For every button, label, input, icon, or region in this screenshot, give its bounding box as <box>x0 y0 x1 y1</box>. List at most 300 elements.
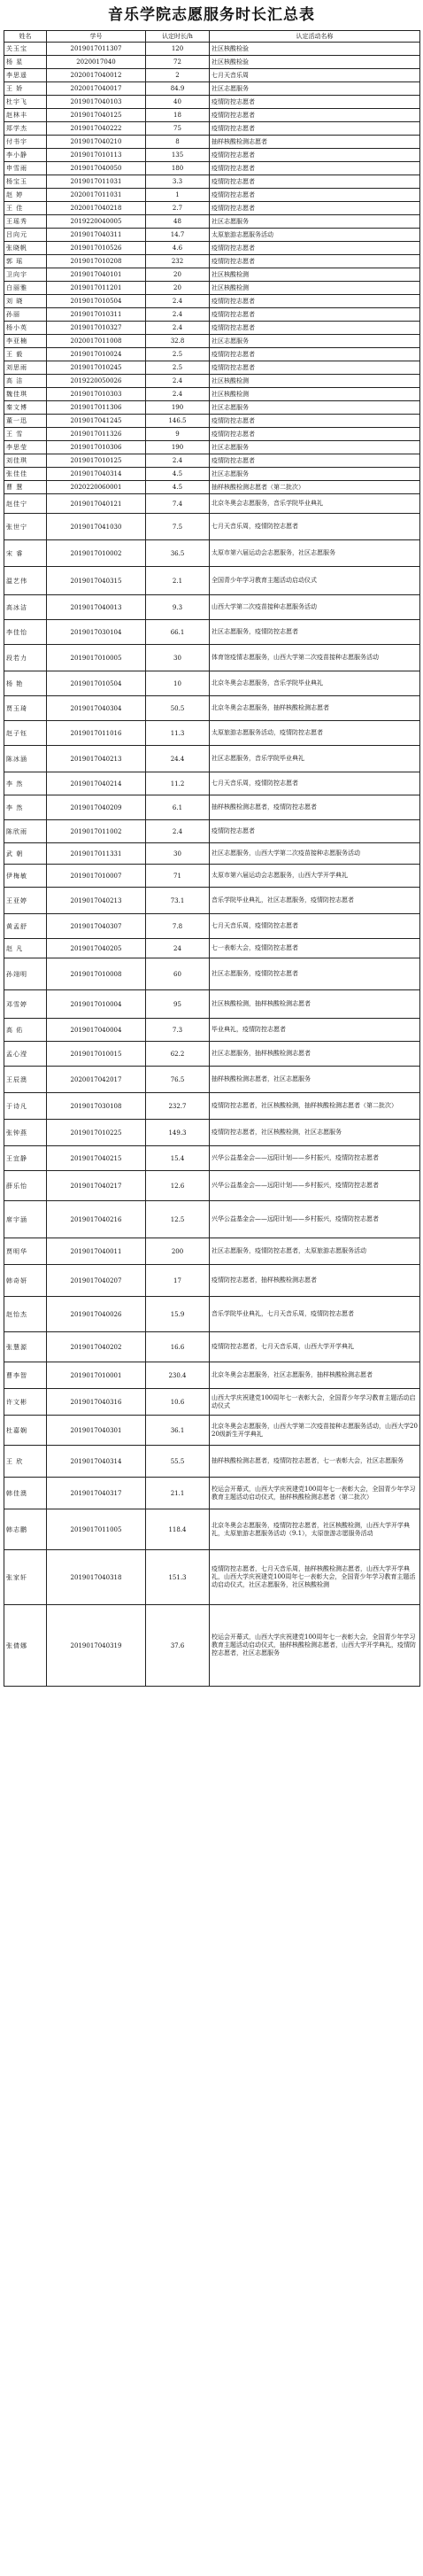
student-id-cell: 2019017040315 <box>47 567 146 595</box>
hours-cell: 37.6 <box>146 1605 210 1687</box>
activity-cell: 抽样核酸检测志愿者，疫情防控志愿者 <box>210 795 420 820</box>
student-id-cell: 2020220060001 <box>47 481 146 494</box>
table-row <box>4 843 420 865</box>
student-name-cell: 杨 艳 <box>4 671 47 696</box>
table-row <box>4 481 420 494</box>
table-row <box>4 1093 420 1120</box>
activity-cell: 音乐学院毕业典礼，社区志愿服务，疫情防控志愿者 <box>210 888 420 914</box>
table-row <box>4 1042 420 1067</box>
hours-cell: 48 <box>146 215 210 229</box>
student-name-cell: 曹 慧 <box>4 481 47 494</box>
student-id-cell: 2019017040307 <box>47 914 146 939</box>
student-id-cell: 2020017040 <box>47 56 146 69</box>
hours-cell: 7.8 <box>146 914 210 939</box>
hours-cell: 21.1 <box>146 1478 210 1509</box>
hours-cell: 12.6 <box>146 1171 210 1201</box>
table-row <box>4 1509 420 1550</box>
table-row <box>4 468 420 481</box>
table-row <box>4 1201 420 1238</box>
table-row <box>4 69 420 82</box>
table-row <box>4 1550 420 1605</box>
student-id-cell: 2019017040301 <box>47 1416 146 1446</box>
table-row <box>4 56 420 69</box>
table-row <box>4 308 420 322</box>
student-id-cell: 2019017040011 <box>47 1238 146 1265</box>
hours-cell: 40 <box>146 96 210 109</box>
student-name-cell: 赵 凡 <box>4 939 47 958</box>
student-name-cell: 张慧源 <box>4 1332 47 1362</box>
activity-cell: 疫情防控志愿者 <box>210 242 420 255</box>
activity-cell: 疫情防控志愿者 <box>210 149 420 162</box>
student-id-cell: 2019017010208 <box>47 255 146 268</box>
student-name-cell: 韩奇妍 <box>4 1265 47 1297</box>
hours-cell: 20 <box>146 268 210 282</box>
table-row <box>4 567 420 595</box>
table-row <box>4 990 420 1019</box>
hours-cell: 2.4 <box>146 322 210 335</box>
table-row <box>4 1171 420 1201</box>
hours-cell: 2.5 <box>146 348 210 361</box>
hours-cell: 7.4 <box>146 494 210 514</box>
activity-cell: 社区志愿服务 <box>210 215 420 229</box>
hours-cell: 24 <box>146 939 210 958</box>
table-row <box>4 1389 420 1416</box>
table-row <box>4 1067 420 1093</box>
activity-cell: 抽样核酸检测志愿者（第二批次） <box>210 481 420 494</box>
table-row <box>4 122 420 136</box>
table-row <box>4 162 420 175</box>
hours-cell: 4.5 <box>146 481 210 494</box>
table-row <box>4 820 420 843</box>
student-name-cell: 王辰澳 <box>4 1067 47 1093</box>
student-name-cell: 席宇涵 <box>4 1201 47 1238</box>
student-name-cell: 李 然 <box>4 795 47 820</box>
student-id-cell: 2019017010002 <box>47 540 146 567</box>
table-row <box>4 375 420 388</box>
student-name-cell: 杨小英 <box>4 322 47 335</box>
hours-cell: 7.3 <box>146 1019 210 1042</box>
student-name-cell: 张倩娜 <box>4 1605 47 1687</box>
student-name-cell: 宋 睿 <box>4 540 47 567</box>
student-name-cell: 卫向宇 <box>4 268 47 282</box>
activity-cell: 社区志愿服务 <box>210 441 420 454</box>
hours-cell: 36.5 <box>146 540 210 567</box>
activity-cell: 北京冬奥会志愿服务，社区志愿服务，抽样核酸检测志愿者 <box>210 1362 420 1389</box>
hours-cell: 30 <box>146 645 210 671</box>
activity-cell: 社区核酸检验 <box>210 43 420 56</box>
table-row <box>4 721 420 746</box>
hours-cell: 3.3 <box>146 175 210 189</box>
student-name-cell: 关玉宝 <box>4 43 47 56</box>
table-row <box>4 888 420 914</box>
student-name-cell: 王 毅 <box>4 348 47 361</box>
student-id-cell: 2019220040005 <box>47 215 146 229</box>
student-name-cell: 武 朝 <box>4 843 47 865</box>
student-name-cell: 温艺伟 <box>4 567 47 595</box>
table-row <box>4 242 420 255</box>
activity-cell: 兴华公益基金会——远阳计划——乡村振兴，疫情防控志愿者 <box>210 1146 420 1171</box>
activity-cell: 疫情防控志愿者，七月天音乐周，抽样核酸检测志愿者，山西大学开学典礼，山西大学庆祝建党100周年七一表彰大会，全国青少年学习教育主题活动启动仪式，社区志愿服务，社区核酸检测 <box>210 1550 420 1605</box>
student-id-cell: 2020017042017 <box>47 1067 146 1093</box>
activity-cell: 抽样核酸检测志愿者 <box>210 136 420 149</box>
hours-cell: 232.7 <box>146 1093 210 1120</box>
activity-cell: 音乐学院毕业典礼，七月天音乐周，疫情防控志愿者 <box>210 1297 420 1332</box>
student-name-cell: 王 欣 <box>4 1446 47 1478</box>
student-name-cell: 黄孟舒 <box>4 914 47 939</box>
student-name-cell: 李 然 <box>4 772 47 795</box>
student-id-cell: 2020017040017 <box>47 82 146 96</box>
activity-cell: 社区志愿服务，疫情防控志愿者，太原旅游志愿服务活动 <box>210 1238 420 1265</box>
student-name-cell: 韩佳澳 <box>4 1478 47 1509</box>
table-row <box>4 149 420 162</box>
student-id-cell: 2019017040215 <box>47 1146 146 1171</box>
table-row <box>4 1146 420 1171</box>
student-name-cell: 秦文博 <box>4 401 47 415</box>
hours-cell: 66.1 <box>146 620 210 645</box>
hours-cell: 151.3 <box>146 1550 210 1605</box>
activity-cell: 社区志愿服务，山西大学第二次疫苗接种志愿服务活动 <box>210 843 420 865</box>
hours-cell: 190 <box>146 401 210 415</box>
student-id-cell: 2019017010306 <box>47 441 146 454</box>
table-row <box>4 595 420 620</box>
activity-cell: 太原旅游志愿服务活动，疫情防控志愿者 <box>210 721 420 746</box>
student-name-cell: 杜宇飞 <box>4 96 47 109</box>
activity-cell: 社区志愿服务，音乐学院毕业典礼 <box>210 746 420 772</box>
student-name-cell: 孟心滢 <box>4 1042 47 1067</box>
activity-cell: 疫情防控志愿者 <box>210 348 420 361</box>
student-id-cell: 2019017010225 <box>47 1120 146 1146</box>
hours-cell: 2.4 <box>146 295 210 308</box>
hours-cell: 120 <box>146 43 210 56</box>
activity-cell: 全国青少年学习教育主题活动启动仪式 <box>210 567 420 595</box>
table-row <box>4 361 420 375</box>
table-row <box>4 1297 420 1332</box>
student-id-cell: 2019017040314 <box>47 468 146 481</box>
table-body <box>4 43 420 1687</box>
header-activity: 认定活动名称 <box>210 31 420 43</box>
table-row <box>4 268 420 282</box>
hours-cell: 6.1 <box>146 795 210 820</box>
student-id-cell: 2019017011307 <box>47 43 146 56</box>
student-name-cell: 魏佳琪 <box>4 388 47 401</box>
hours-cell: 18 <box>146 109 210 122</box>
activity-cell: 社区核酸检验 <box>210 56 420 69</box>
hours-cell: 15.4 <box>146 1146 210 1171</box>
activity-cell: 太原市第六届运动会志愿服务，山西大学开学典礼 <box>210 865 420 888</box>
table-row <box>4 282 420 295</box>
activity-cell: 疫情防控志愿者 <box>210 162 420 175</box>
activity-cell: 疫情防控志愿者 <box>210 428 420 441</box>
student-id-cell: 2019017011016 <box>47 721 146 746</box>
student-name-cell: 张世宁 <box>4 514 47 540</box>
student-name-cell: 王亚婷 <box>4 888 47 914</box>
student-name-cell: 李小静 <box>4 149 47 162</box>
table-row <box>4 175 420 189</box>
student-name-cell: 陈欣雨 <box>4 820 47 843</box>
hours-cell: 24.4 <box>146 746 210 772</box>
student-id-cell: 2019017040101 <box>47 268 146 282</box>
table-row <box>4 295 420 308</box>
activity-cell: 疫情防控志愿者 <box>210 361 420 375</box>
table-row <box>4 401 420 415</box>
table-row <box>4 1478 420 1509</box>
student-id-cell: 2019017040013 <box>47 595 146 620</box>
student-name-cell: 王 娇 <box>4 82 47 96</box>
student-id-cell: 2019017010125 <box>47 454 146 468</box>
student-id-cell: 2019220050026 <box>47 375 146 388</box>
activity-cell: 抽样核酸检测志愿者，社区志愿服务 <box>210 1067 420 1093</box>
student-name-cell: 王 雪 <box>4 428 47 441</box>
student-name-cell: 孙翊明 <box>4 958 47 990</box>
student-id-cell: 2019017010303 <box>47 388 146 401</box>
hours-cell: 11.2 <box>146 772 210 795</box>
activity-cell: 疫情防控志愿者 <box>210 189 420 202</box>
hours-cell: 60 <box>146 958 210 990</box>
student-name-cell: 陈冰涵 <box>4 746 47 772</box>
activity-cell: 社区核酸检测 <box>210 282 420 295</box>
header-hours: 认定时长/h <box>146 31 210 43</box>
hours-cell: 149.3 <box>146 1120 210 1146</box>
student-name-cell: 李亚楠 <box>4 335 47 348</box>
student-name-cell: 赵怡杰 <box>4 1297 47 1332</box>
student-name-cell: 赵林丰 <box>4 109 47 122</box>
hours-cell: 190 <box>146 441 210 454</box>
hours-cell: 232 <box>146 255 210 268</box>
hours-cell: 62.2 <box>146 1042 210 1067</box>
student-id-cell: 2019017030104 <box>47 620 146 645</box>
table-row <box>4 494 420 514</box>
student-id-cell: 2019017040314 <box>47 1446 146 1478</box>
student-id-cell: 2019017010008 <box>47 958 146 990</box>
activity-cell: 疫情防控志愿者，社区核酸检测，抽样核酸检测志愿者（第二批次） <box>210 1093 420 1120</box>
activity-cell: 体育馆疫情志愿服务，山西大学第二次疫苗接种志愿服务活动 <box>210 645 420 671</box>
table-row <box>4 255 420 268</box>
student-id-cell: 2019017011002 <box>47 820 146 843</box>
student-name-cell: 赵子钰 <box>4 721 47 746</box>
hours-cell: 2 <box>146 69 210 82</box>
hours-cell: 180 <box>146 162 210 175</box>
activity-cell: 疫情防控志愿者，社区核酸检测，社区志愿服务 <box>210 1120 420 1146</box>
table-row <box>4 914 420 939</box>
hours-cell: 17 <box>146 1265 210 1297</box>
student-name-cell: 高 洁 <box>4 375 47 388</box>
hours-cell: 2.4 <box>146 308 210 322</box>
hours-cell: 2.5 <box>146 361 210 375</box>
student-id-cell: 2019017010327 <box>47 322 146 335</box>
activity-cell: 北京冬奥会志愿服务，音乐学院毕业典礼 <box>210 494 420 514</box>
student-id-cell: 2020017040012 <box>47 69 146 82</box>
table-row <box>4 939 420 958</box>
student-name-cell: 许文彬 <box>4 1389 47 1416</box>
student-name-cell: 董一迅 <box>4 415 47 428</box>
activity-cell: 北京冬奥会志愿服务，疫情防控志愿者，社区核酸检测，山西大学开学典礼，太原旅游志愿服务活动（9.1），太原旅游志愿服务活动 <box>210 1509 420 1550</box>
student-name-cell: 邓雪婷 <box>4 990 47 1019</box>
hours-cell: 2.4 <box>146 388 210 401</box>
student-id-cell: 2019017040311 <box>47 229 146 242</box>
table-row <box>4 865 420 888</box>
student-id-cell: 2019017010504 <box>47 295 146 308</box>
activity-cell: 社区核酸检测 <box>210 268 420 282</box>
student-id-cell: 2019017040213 <box>47 746 146 772</box>
hours-cell: 84.9 <box>146 82 210 96</box>
student-name-cell: 伊梅敏 <box>4 865 47 888</box>
activity-cell: 疫情防控志愿者 <box>210 308 420 322</box>
activity-cell: 社区志愿服务，疫情防控志愿者 <box>210 620 420 645</box>
student-id-cell: 2019017040213 <box>47 888 146 914</box>
table-row <box>4 1238 420 1265</box>
activity-cell: 毕业典礼，疫情防控志愿者 <box>210 1019 420 1042</box>
student-id-cell: 2019017040319 <box>47 1605 146 1687</box>
student-id-cell: 2019017010001 <box>47 1362 146 1389</box>
student-name-cell: 赵佳宁 <box>4 494 47 514</box>
hours-cell: 135 <box>146 149 210 162</box>
hours-cell: 10 <box>146 671 210 696</box>
student-id-cell: 2019017010004 <box>47 990 146 1019</box>
student-name-cell: 王瑶秀 <box>4 215 47 229</box>
hours-cell: 36.1 <box>146 1416 210 1446</box>
student-id-cell: 2019017040121 <box>47 494 146 514</box>
header-name: 姓名 <box>4 31 47 43</box>
activity-cell: 北京冬奥会志愿服务，音乐学院毕业典礼 <box>210 671 420 696</box>
hours-cell: 200 <box>146 1238 210 1265</box>
activity-cell: 山西大学第二次疫苗接种志愿服务活动 <box>210 595 420 620</box>
header-row <box>4 31 420 43</box>
student-name-cell: 张晓帆 <box>4 242 47 255</box>
table-row <box>4 96 420 109</box>
student-name-cell: 杨 星 <box>4 56 47 69</box>
activity-cell: 七一表彰大会，疫情防控志愿者 <box>210 939 420 958</box>
activity-cell: 七月天音乐周 <box>210 69 420 82</box>
student-name-cell: 白丽雅 <box>4 282 47 295</box>
hours-cell: 9 <box>146 428 210 441</box>
activity-cell: 社区志愿服务，抽样核酸检测志愿者 <box>210 1042 420 1067</box>
student-id-cell: 2019017010007 <box>47 865 146 888</box>
student-name-cell: 贾明华 <box>4 1238 47 1265</box>
student-id-cell: 2019017040207 <box>47 1265 146 1297</box>
student-id-cell: 2020017040218 <box>47 202 146 215</box>
table-row <box>4 514 420 540</box>
student-id-cell: 2020017011008 <box>47 335 146 348</box>
student-id-cell: 2019017010024 <box>47 348 146 361</box>
student-id-cell: 2019017040004 <box>47 1019 146 1042</box>
activity-cell: 疫情防控志愿者 <box>210 295 420 308</box>
activity-cell: 疫情防控志愿者 <box>210 820 420 843</box>
student-id-cell: 2019017040209 <box>47 795 146 820</box>
hours-cell: 146.5 <box>146 415 210 428</box>
table-row <box>4 82 420 96</box>
hours-cell: 2.4 <box>146 454 210 468</box>
table-row <box>4 415 420 428</box>
student-id-cell: 2019017040205 <box>47 939 146 958</box>
activity-cell: 社区志愿服务 <box>210 335 420 348</box>
student-id-cell: 2019017040125 <box>47 109 146 122</box>
student-id-cell: 2019017010005 <box>47 645 146 671</box>
student-name-cell: 孙丽 <box>4 308 47 322</box>
table-row <box>4 1332 420 1362</box>
student-name-cell: 李思莹 <box>4 441 47 454</box>
activity-cell: 社区核酸检测 <box>210 375 420 388</box>
table-row <box>4 1265 420 1297</box>
table-row <box>4 696 420 721</box>
activity-cell: 七月天音乐周，疫情防控志愿者 <box>210 514 420 540</box>
activity-cell: 疫情防控志愿者 <box>210 202 420 215</box>
table-row <box>4 795 420 820</box>
student-id-cell: 2019017011031 <box>47 175 146 189</box>
hours-cell: 2.7 <box>146 202 210 215</box>
hours-cell: 55.5 <box>146 1446 210 1478</box>
activity-cell: 校运会开幕式，山西大学庆祝建党100周年七一表彰大会，全国青少年学习教育主题活动启动仪式，抽样核酸检测志愿者，山西大学开学典礼，疫情防控志愿者，社区志愿服务 <box>210 1605 420 1687</box>
table-row <box>4 620 420 645</box>
activity-cell: 疫情防控志愿者，抽样核酸检测志愿者 <box>210 1265 420 1297</box>
student-name-cell: 赵 婷 <box>4 189 47 202</box>
student-name-cell: 申雪雨 <box>4 162 47 175</box>
hours-cell: 50.5 <box>146 696 210 721</box>
student-id-cell: 2020017011031 <box>47 189 146 202</box>
student-id-cell: 2019017010311 <box>47 308 146 322</box>
activity-cell: 疫情防控志愿者 <box>210 322 420 335</box>
hours-cell: 75 <box>146 122 210 136</box>
student-name-cell: 韩志鹏 <box>4 1509 47 1550</box>
hours-cell: 11.3 <box>146 721 210 746</box>
student-name-cell: 薛乐怡 <box>4 1171 47 1201</box>
student-name-cell: 刘思雨 <box>4 361 47 375</box>
table-row <box>4 441 420 454</box>
hours-cell: 12.5 <box>146 1201 210 1238</box>
student-id-cell: 2019017011331 <box>47 843 146 865</box>
table-row <box>4 388 420 401</box>
table-row <box>4 772 420 795</box>
table-row <box>4 1416 420 1446</box>
student-name-cell: 张钟燕 <box>4 1120 47 1146</box>
activity-cell: 社区志愿服务，疫情防控志愿者 <box>210 958 420 990</box>
activity-cell: 七月天音乐周，疫情防控志愿者 <box>210 914 420 939</box>
student-name-cell: 于诗凡 <box>4 1093 47 1120</box>
activity-cell: 北京冬奥会志愿服务，山西大学第二次疫苗接种志愿服务活动，山西大学2020级新生开学典礼 <box>210 1416 420 1446</box>
hours-cell: 9.3 <box>146 595 210 620</box>
table-row <box>4 136 420 149</box>
student-id-cell: 2019017011326 <box>47 428 146 441</box>
hours-cell: 8 <box>146 136 210 149</box>
activity-cell: 疫情防控志愿者 <box>210 109 420 122</box>
student-id-cell: 2019017040026 <box>47 1297 146 1332</box>
hours-cell: 2.4 <box>146 375 210 388</box>
student-id-cell: 2019017040210 <box>47 136 146 149</box>
hours-cell: 2.1 <box>146 567 210 595</box>
hours-cell: 1 <box>146 189 210 202</box>
activity-cell: 疫情防控志愿者 <box>210 415 420 428</box>
student-name-cell: 曹李智 <box>4 1362 47 1389</box>
hours-cell: 7.5 <box>146 514 210 540</box>
activity-cell: 社区志愿服务 <box>210 401 420 415</box>
student-name-cell: 吕向元 <box>4 229 47 242</box>
page-title: 音乐学院志愿服务时长汇总表 <box>108 6 315 24</box>
student-id-cell: 2019017030108 <box>47 1093 146 1120</box>
activity-cell: 太原市第六届运动会志愿服务，社区志愿服务 <box>210 540 420 567</box>
activity-cell: 校运会开幕式，山西大学庆祝建党100周年七一表彰大会，全国青少年学习教育主题活动启动仪式，抽样核酸检测志愿者（第二批次） <box>210 1478 420 1509</box>
activity-cell: 疫情防控志愿者，七月天音乐周，山西大学开学典礼 <box>210 1332 420 1362</box>
student-id-cell: 2019017011005 <box>47 1509 146 1550</box>
student-name-cell: 杨宝玉 <box>4 175 47 189</box>
student-name-cell: 刘 晓 <box>4 295 47 308</box>
student-id-cell: 2019017040103 <box>47 96 146 109</box>
activity-cell: 疫情防控志愿者 <box>210 96 420 109</box>
activity-cell: 社区核酸检测，抽样核酸检测志愿者 <box>210 990 420 1019</box>
table-row <box>4 202 420 215</box>
student-name-cell: 刘佳琪 <box>4 454 47 468</box>
activity-cell: 北京冬奥会志愿服务，抽样核酸检测志愿者 <box>210 696 420 721</box>
student-id-cell: 2019017041030 <box>47 514 146 540</box>
activity-cell: 疫情防控志愿者 <box>210 454 420 468</box>
